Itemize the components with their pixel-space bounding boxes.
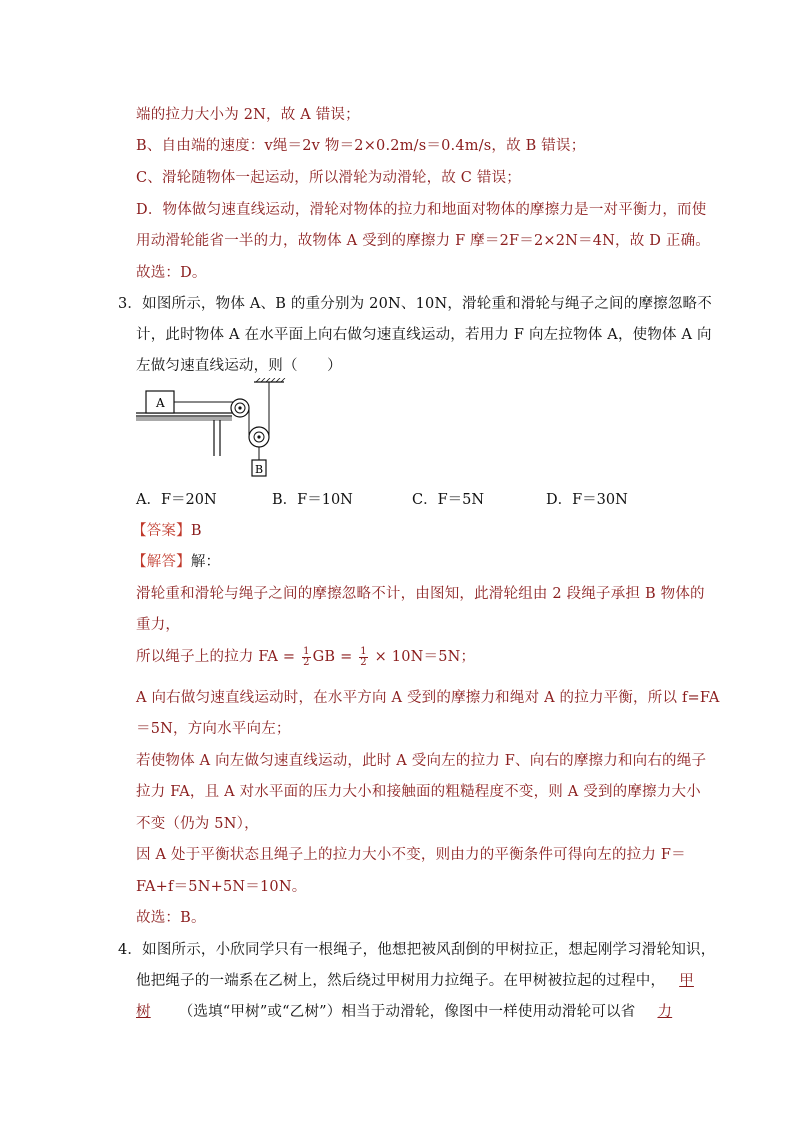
analysis-text: 故选：B。 bbox=[136, 910, 206, 926]
analysis-text: ＝5N，方向水平向左； bbox=[136, 721, 291, 737]
option-d: D．F＝30N bbox=[546, 492, 628, 508]
analysis-text: FA+f＝5N+5N＝10N。 bbox=[136, 879, 307, 895]
analysis-line bbox=[132, 550, 220, 571]
analysis-formula: 所以绳子上的拉力 FA = $\frac{1}{2}$ GB = $\frac{1}{2}$ × 10N＝5N； bbox=[136, 645, 476, 668]
blank-2: 力 bbox=[657, 1004, 673, 1020]
pulley-diagram bbox=[136, 378, 296, 480]
analysis-text: 因 A 处于平衡状态且绳子上的拉力大小不变，则由力的平衡条件可得向左的拉力 F＝ bbox=[136, 847, 686, 863]
question-3-stem: 左做匀速直线运动，则（ ） bbox=[136, 358, 342, 374]
analysis-text: A 向右做匀速直线运动时，在水平方向 A 受到的摩擦力和绳对 A 的拉力平衡，所以 f=FA bbox=[136, 690, 720, 706]
text-line: 故选：D。 bbox=[136, 265, 207, 281]
text-line: C、滑轮随物体一起运动，所以滑轮为动滑轮，故 C 错误； bbox=[136, 170, 522, 186]
analysis-text: 重力， bbox=[136, 617, 181, 633]
answer-value: B bbox=[190, 523, 202, 539]
question-3-stem: 3．如图所示，物体 A、B 的重分别为 20N、10N，滑轮重和滑轮与绳子之间的摩擦忽略不 bbox=[118, 296, 712, 312]
fraction: $\frac{1}{2}$ bbox=[360, 645, 367, 668]
text-line: B、自由端的速度：v绳＝2v 物＝2×0.2m/s＝0.4m/s，故 B 错误； bbox=[136, 138, 586, 154]
block-b-label: B bbox=[255, 463, 264, 476]
analysis-lead: 解： bbox=[190, 554, 221, 570]
block-a-label: A bbox=[156, 396, 165, 410]
analysis-text: 滑轮重和滑轮与绳子之间的摩擦忽略不计，由图知，此滑轮组由 2 段绳子承担 B 物体的 bbox=[136, 586, 705, 602]
answer-line bbox=[132, 519, 202, 540]
option-a: A．F＝20N bbox=[136, 492, 217, 508]
question-4-stem: 他把绳子的一端系在乙树上，然后绕过甲树用力拉绳子。在甲树被拉起的过程中， 甲 bbox=[136, 973, 694, 989]
analysis-text: 若使物体 A 向左做匀速直线运动，此时 A 受向左的拉力 F、向右的摩擦力和向右的绳子 bbox=[136, 753, 707, 769]
analysis-text: 拉力 FA，且 A 对水平面的压力大小和接触面的粗糙程度不变，则 A 受到的摩擦力大小 bbox=[136, 784, 701, 800]
blank-1: 甲 bbox=[679, 973, 694, 989]
fraction: $\frac{1}{2}$ bbox=[303, 645, 310, 668]
text-line: 用动滑轮能省一半的力，故物体 A 受到的摩擦力 F 摩＝2F＝2×2N＝4N，故 D 正确。 bbox=[136, 233, 710, 249]
text-line: D．物体做匀速直线运动，滑轮对物体的拉力和地面对物体的摩擦力是一对平衡力，而使 bbox=[136, 202, 707, 218]
option-b: B．F＝10N bbox=[272, 492, 353, 508]
question-3-stem: 计，此时物体 A 在水平面上向右做匀速直线运动，若用力 F 向左拉物体 A，使物体 A 向 bbox=[136, 327, 712, 343]
blank-1: 树 bbox=[136, 1004, 151, 1020]
question-4-stem: 4．如图所示，小欣同学只有一根绳子，他想把被风刮倒的甲树拉正，想起刚学习滑轮知识， bbox=[118, 942, 716, 958]
question-4-stem: 树 （选填“甲树”或“乙树”）相当于动滑轮，像图中一样使用动滑轮可以省 力 bbox=[136, 1004, 673, 1020]
analysis-tag: 【解答】 bbox=[132, 554, 191, 570]
text-line: 端的拉力大小为 2N，故 A 错误； bbox=[136, 107, 360, 123]
option-c: C．F＝5N bbox=[412, 492, 485, 508]
answer-tag: 【答案】 bbox=[132, 523, 191, 539]
analysis-text: 不变（仍为 5N）， bbox=[136, 816, 259, 832]
